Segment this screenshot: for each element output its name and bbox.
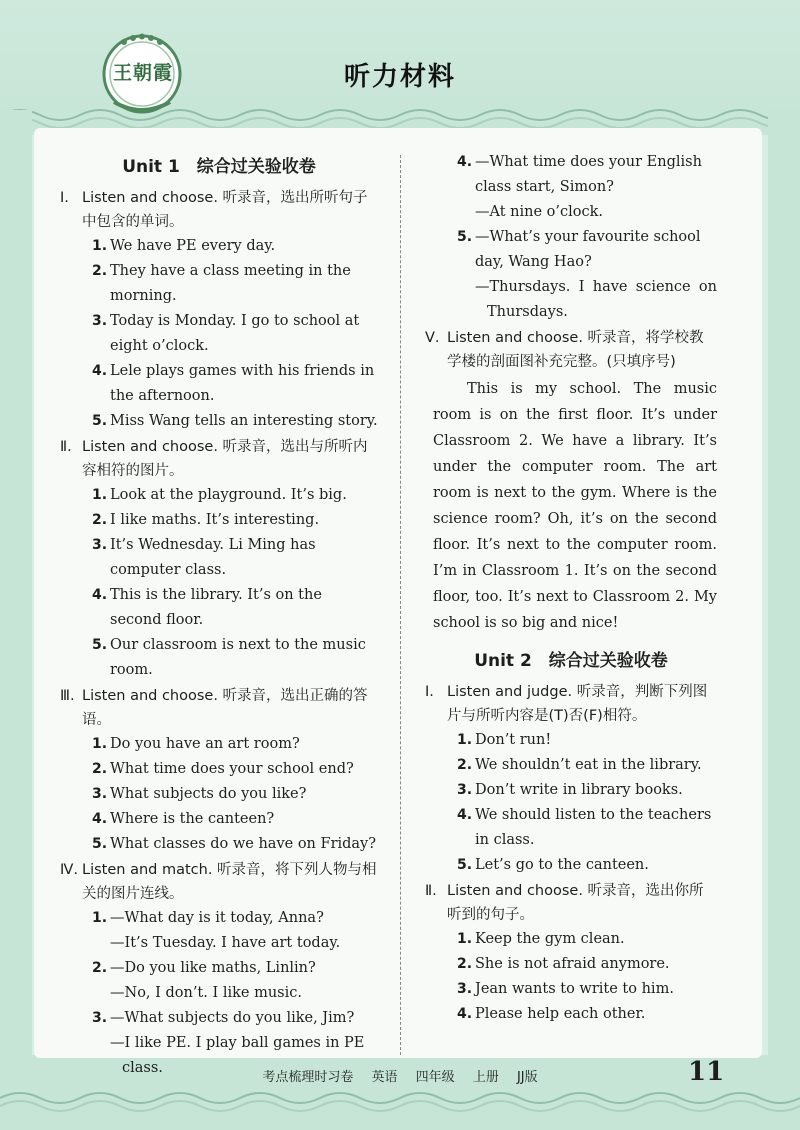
list-item: 4. Lele plays games with his friends in the afternoon. [92,363,375,404]
dialogue-answer: —At nine o’clock. [475,204,604,220]
list-item: 3. Don’t write in library books. [457,782,683,798]
right-column [425,150,717,1027]
u1-section4-heading: Ⅳ. Listen and match. 听录音，将下列人物与相关的图片连线。 [60,862,377,902]
footer-term: 上册 [472,1070,499,1085]
list-item: 3. Jean wants to write to him. [457,981,674,997]
footer-grade: 四年级 [415,1070,455,1085]
listening-passage: This is my school. The music room is on the first floor. It’s under Classroom 2. We have a library. It’s under the computer room. The art room is next to the gym. Where is the science room? Oh, it’s on the second floor. It’s next to the computer room. I’m in Classroom 1. It’s on the second floor, too. It’s next to Classroom 2. My school is so big and nice! [433,381,717,631]
list-item: 2. I like maths. It’s interesting. [92,512,320,528]
list-item: 5. What classes do we have on Friday? [92,836,377,852]
dialogue-item: 5. —What’s your favourite school day, Wang Hao? [457,229,701,270]
left-frame [0,110,32,1060]
unit2-title: Unit 2 综合过关验收卷 [474,651,668,671]
list-item: 5. Let’s go to the canteen. [457,857,649,873]
list-item: 5. Our classroom is next to the music room. [92,637,366,678]
footer-edition: JJ版 [516,1070,538,1085]
dialogue-answer: —I like PE. I play ball games in PE class. [110,1035,365,1076]
list-item: 4. We should listen to the teachers in class. [457,807,712,848]
list-item: 1. Look at the playground. It’s big. [92,487,347,503]
list-item: 2. She is not afraid anymore. [457,956,670,972]
list-item: 1. We have PE every day. [92,238,276,254]
page-number: 11 [688,1057,725,1087]
list-item: 2. What time does your school end? [92,761,354,777]
u1-section2-heading: Ⅱ. Listen and choose. 听录音，选出与所听内容相符的图片。 [60,439,368,479]
column-divider [400,155,401,1055]
bottom-wave-border [0,1080,800,1120]
u1-section5-heading: Ⅴ. Listen and choose. 听录音，将学校教学楼的剖面图补充完整。(只填序号) [425,330,704,370]
u2-section1-heading: Ⅰ. Listen and judge. 听录音，判断下列图片与所听内容是(T)否(F)相符。 [425,684,708,724]
u1-section3-heading: Ⅲ. Listen and choose. 听录音，选出正确的答语。 [60,688,368,728]
right-frame [768,110,800,1060]
footer-subject: 英语 [371,1070,398,1085]
list-item: 3. It’s Wednesday. Li Ming has computer class. [92,537,316,578]
left-column [60,150,378,1081]
dialogue-item: 3. —What subjects do you like, Jim? [92,1010,355,1026]
list-item: 3. What subjects do you like? [92,786,307,802]
logo-text: 王朝霞 [112,62,173,84]
list-item: 5. Miss Wang tells an interesting story. [92,413,378,429]
list-item: 3. Today is Monday. I go to school at eight o’clock. [92,313,360,354]
dialogue-item: 1. —What day is it today, Anna? [92,910,324,926]
list-item: 4. Please help each other. [457,1006,646,1022]
list-item: 2. They have a class meeting in the morning. [92,263,351,304]
list-item: 2. We shouldn’t eat in the library. [457,757,702,773]
u2-section2-heading: Ⅱ. Listen and choose. 听录音，选出你所听到的句子。 [425,883,704,923]
dialogue-item: 2. —Do you like maths, Linlin? [92,960,316,976]
dialogue-answer: —It’s Tuesday. I have art today. [110,935,341,951]
list-item: 4. Where is the canteen? [92,811,275,827]
list-item: 1. Keep the gym clean. [457,931,625,947]
page-title: 听力材料 [343,62,456,92]
footer [0,1066,800,1085]
unit1-title: Unit 1 综合过关验收卷 [122,157,316,177]
list-item: 1. Don’t run! [457,732,552,748]
dialogue-answer: —Thursdays. I have science on Thursdays. [475,279,717,320]
footer-book: 考点梳理时习卷 [262,1070,354,1085]
dialogue-item: 4. —What time does your English class start, Simon? [457,154,702,195]
dialogue-answer: —No, I don’t. I like music. [110,985,302,1001]
list-item: 4. This is the library. It’s on the second floor. [92,587,322,628]
u1-section1-heading: Ⅰ. Listen and choose. 听录音，选出所听句子中包含的单词。 [60,190,368,230]
list-item: 1. Do you have an art room? [92,736,300,752]
